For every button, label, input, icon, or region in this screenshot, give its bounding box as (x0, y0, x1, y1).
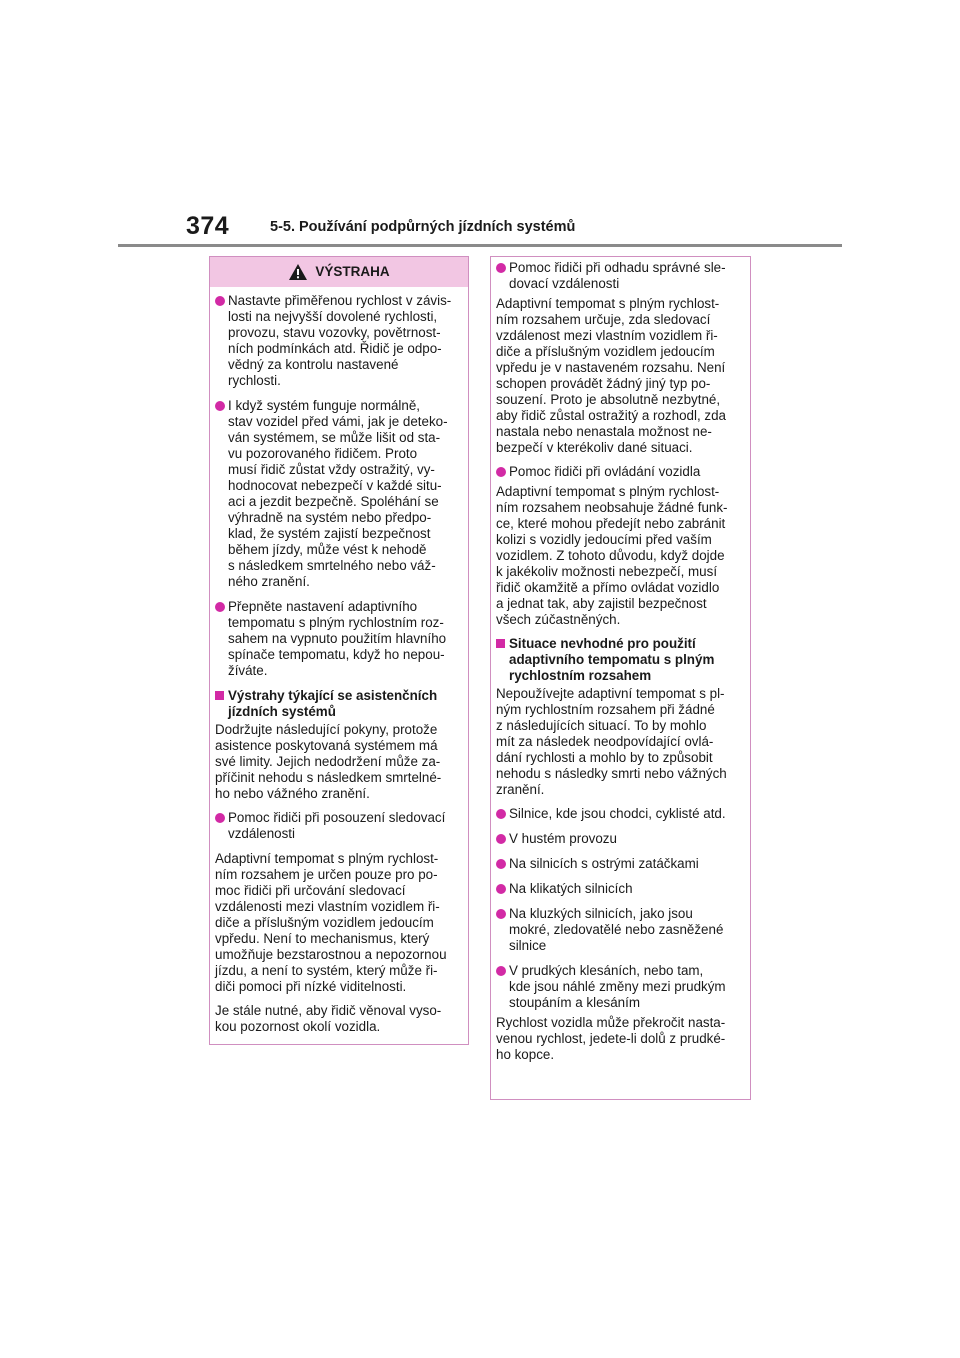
subheading (215, 688, 463, 720)
header-rule (118, 244, 842, 247)
bullet-dot-icon (496, 834, 506, 844)
bullet-dot-icon (496, 809, 506, 819)
bullet-text: Pomoc řidiči při posouzení sledovací vzdálenosti (228, 810, 446, 841)
bullet-text: Přepněte nastavení adaptivního tempomatu s plným rychlostním roz- sahem na vypnuto použitím hlavního spínače tempomatu, když ho nepou- žíváte. (228, 599, 447, 678)
warning-header (210, 257, 468, 287)
paragraph: Dodržujte následující pokyny, protože asistence poskytovaná systémem má své limity. Jejich nedodržení může za- příčinit nehodu s následkem smrtelné- ho nebo vážného zranění. (215, 722, 442, 801)
bullet-dot-icon (496, 966, 506, 976)
warning-triangle-icon (288, 263, 308, 281)
bullet-text: V hustém provozu (509, 831, 617, 846)
bullet-text: Na silnicích s ostrými zatáčkami (509, 856, 699, 871)
warning-box-left (209, 256, 469, 1045)
square-bullet-icon (496, 639, 505, 648)
bullet-text: Na klikatých silnicích (509, 881, 633, 896)
bullet-dot-icon (496, 467, 506, 477)
bullet-dot-icon (496, 859, 506, 869)
bullet-text: Pomoc řidiči při odhadu správné sle- dovací vzdálenosti (509, 260, 726, 291)
subheading-text: Situace nevhodné pro použití adaptivního tempomatu s plným rychlostním rozsahem (509, 636, 715, 683)
square-bullet-icon (215, 691, 224, 700)
bullet-item (496, 806, 745, 822)
bullet-item (215, 599, 463, 679)
bullet-text: I když systém funguje normálně, stav vozidel před vámi, jak je deteko- ván systémem, se může lišit od sta- vu pozorovaného řidičem. Proto musí řidič zůstat vždy ostražitý, vy- hodnocovat nebezpečí v každé situ- aci a jezdit bezpečně. Spoléhání se výhradně na systém nebo předpo- klad, že systém zajistí bezpečnost během jízdy, může vést k nehodě s následkem smrtelného nebo váž- ného zranění. (228, 398, 448, 589)
section-title: 5-5. Používání podpůrných jízdních systémů (270, 219, 576, 235)
bullet-item (496, 856, 745, 872)
bullet-text: Pomoc řidiči při ovládání vozidla (509, 464, 701, 479)
bullet-text: Silnice, kde jsou chodci, cyklisté atd. (509, 806, 726, 821)
bullet-item (496, 831, 745, 847)
paragraph: Je stále nutné, aby řidič věnoval vyso- kou pozornost okolí vozidla. (215, 1003, 442, 1034)
bullet-text: Nastavte přiměřenou rychlost v závis- losti na nejvyšší dovolené rychlosti, provozu, stavu vozovky, povětrnost- ních podmínkách atd. Řidič je odpo- vědný za kontrolu nastavené rychlosti. (228, 293, 452, 388)
bullet-dot-icon (215, 602, 225, 612)
bullet-item (215, 810, 463, 842)
warning-title: VÝSTRAHA (315, 264, 390, 279)
page-number: 374 (186, 212, 230, 240)
bullet-item (496, 963, 745, 1011)
bullet-text: Na kluzkých silnicích, jako jsou mokré, zledovatělé nebo zasněžené silnice (509, 906, 724, 953)
bullet-dot-icon (496, 263, 506, 273)
paragraph: Nepoužívejte adaptivní tempomat s pl- ným rychlostním rozsahem při žádné z následujících situací. To by mohlo mít za následek neodpovídající ovlá- dání rychlosti a mohlo by to způsobit nehodu s následky smrti nebo vážných zranění. (496, 686, 727, 797)
paragraph: Adaptivní tempomat s plným rychlost- ním rozsahem je určen pouze pro po- moc řidiči při určování sledovací vzdálenosti mezi vlastním vozidlem ři- diče a příslušným vozidlem jedoucím vpředu. Není to mechanismus, který umožňuje bezstarostnou a nepozornou jízdu, a není to systém, který může ři- diči pomoci při nízké viditelnosti. (215, 851, 447, 994)
paragraph: Rychlost vozidla může překročit nasta- venou rychlost, jedete-li dolů z prudké- ho kopce. (496, 1015, 726, 1062)
bullet-dot-icon (215, 813, 225, 823)
paragraph: Adaptivní tempomat s plným rychlost- ním rozsahem určuje, zda sledovací vzdálenost mezi vlastním vozidlem ři- diče a příslušným vozidlem jedoucím vpředu je v nastaveném rozsahu. Není schopen provádět žádný jiný typ po- souzení. Proto je absolutně nezbytné, aby řidič zůstal ostražitý a rozhodl, zda nastala nebo nenastala možnost ne- bezpečí v kterékoliv dané situaci. (496, 296, 726, 455)
bullet-item (496, 906, 745, 954)
bullet-text: V prudkých klesáních, nebo tam, kde jsou náhlé změny mezi prudkým stoupáním a klesáním (509, 963, 726, 1010)
subheading (496, 636, 745, 684)
bullet-item (496, 260, 745, 292)
bullet-item (215, 293, 463, 389)
bullet-dot-icon (496, 884, 506, 894)
paragraph: Adaptivní tempomat s plným rychlost- ním rozsahem neobsahuje žádné funk- ce, které mohou předejít nebo zabránit kolizi s vozidly jedoucími před vaším vozidlem. Z tohoto důvodu, když dojde k jakékoliv možnosti nebezpečí, musí řidič okamžitě a přímo ovládat vozidlo a jednat tak, aby zajistil bezpečnost všech zúčastněných. (496, 484, 728, 627)
bullet-dot-icon (496, 909, 506, 919)
bullet-item (496, 464, 745, 480)
bullet-item (496, 881, 745, 897)
bullet-item (215, 398, 463, 590)
subheading-text: Výstrahy týkající se asistenčních jízdních systémů (228, 688, 438, 719)
bullet-dot-icon (215, 401, 225, 411)
bullet-dot-icon (215, 296, 225, 306)
warning-box-right (490, 256, 751, 1100)
